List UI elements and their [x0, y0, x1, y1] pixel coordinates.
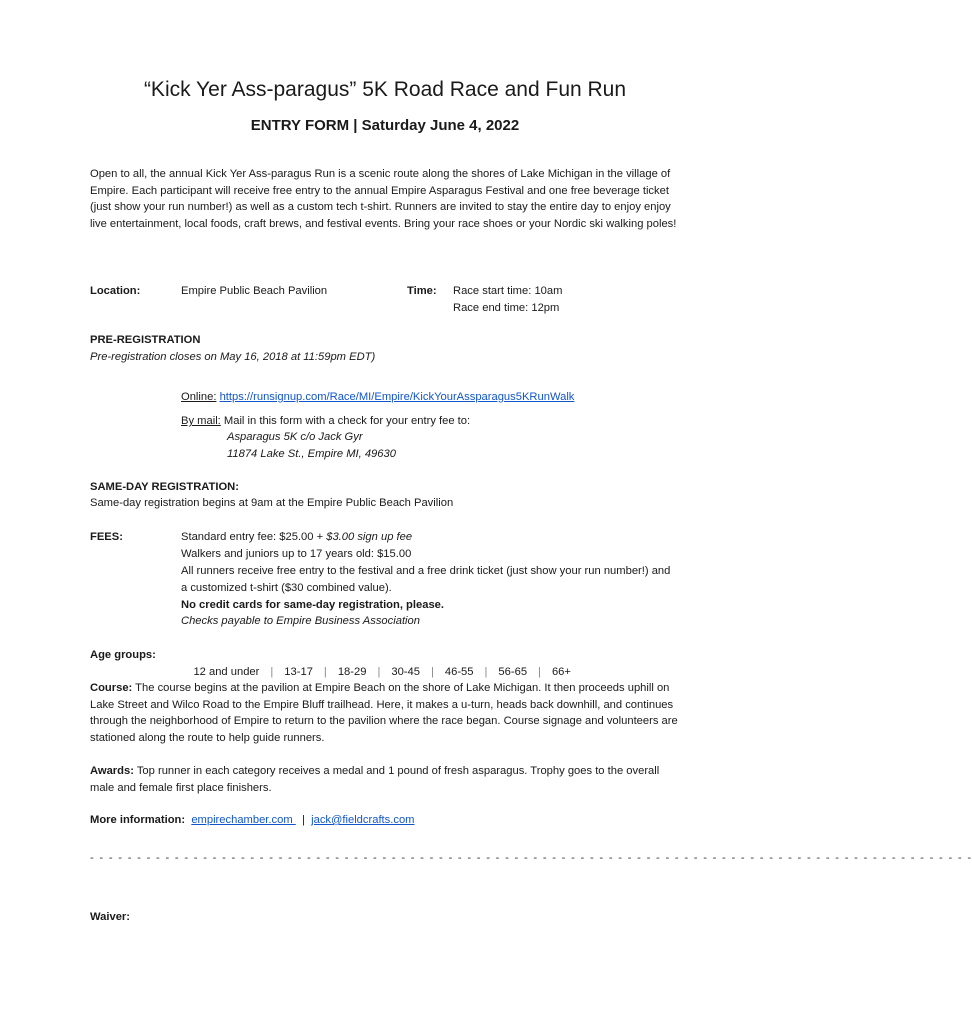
online-registration-line: [181, 389, 574, 406]
age-group-separator: |: [377, 665, 381, 678]
age-groups-label: Age groups:: [90, 649, 156, 661]
mail-address-line2: 11874 Lake St., Empire MI, 49630: [227, 448, 396, 460]
sameday-heading: SAME-DAY REGISTRATION:: [90, 481, 239, 493]
course-paragraph: [90, 680, 682, 746]
course-label: Course:: [90, 682, 133, 694]
age-group: 56-65: [498, 665, 528, 678]
location-label: Location:: [90, 285, 141, 297]
time-label: Time:: [407, 285, 437, 297]
awards-paragraph: [90, 763, 682, 796]
waiver-label: Waiver:: [90, 911, 130, 923]
awards-text: Top runner in each category receives a medal and 1 pound of fresh asparagus. Trophy goes to the overall male and female first place finishers.: [90, 765, 660, 794]
online-label: Online:: [181, 391, 217, 403]
no-credit-cards-note: No credit cards for same-day registration, please.: [181, 599, 444, 611]
prereg-heading: PRE-REGISTRATION: [90, 334, 201, 346]
cut-line-divider: - - - - - - - - - - - - - - - - - - - - - - - - - - - - - - - - - - - - - - - - - - - - - - - - - - - - - - - - - - - - - - - - - - - - - - - - - - - - - - - - - - - - - - - - - - - - - -: [90, 852, 972, 864]
race-end-time: Race end time: 12pm: [453, 302, 560, 314]
more-information-label: More information:: [90, 814, 186, 826]
age-group: 12 and under: [193, 665, 260, 678]
online-registration-link[interactable]: https://runsignup.com/Race/MI/Empire/KickYourAssparagus5KRunWalk: [219, 391, 575, 403]
standard-fee-line: [181, 529, 412, 546]
fees-label: FEES:: [90, 531, 123, 543]
email-link[interactable]: jack@fieldcrafts.com: [311, 814, 415, 826]
course-text: The course begins at the pavilion at Empire Beach on the shore of Lake Michigan. It then proceeds uphill on Lake Street and Wilco Road to the Empire Bluff trailhead. Here, it makes a u-turn, heads back downhill, and continues through the neighborhood of Empire to return to the pavilion where the race began. Course signage and volunteers are stationed along the route to help guide runners.: [90, 682, 678, 744]
age-group: 66+: [551, 665, 571, 678]
document-subtitle: ENTRY FORM | Saturday June 4, 2022: [250, 117, 520, 134]
standard-fee: Standard entry fee: $25.00 +: [181, 531, 327, 543]
age-group: 18-29: [337, 665, 367, 678]
mail-text: Mail in this form with a check for your entry fee to:: [223, 415, 471, 427]
awards-label: Awards:: [90, 765, 134, 777]
age-group: 30-45: [391, 665, 420, 678]
race-start-time: Race start time: 10am: [453, 285, 563, 297]
intro-paragraph: Open to all, the annual Kick Yer Ass-paragus Run is a scenic route along the shores of Lake Michigan in the village of Empire. Each participant will receive free entry to the annual Empire Asparagus Festival and one free beverage ticket (just show your run number!) as well as a custom tech t-shirt. Runners are invited to stay the entire day to enjoy enjoy live entertainment, local foods, craft brews, and festival events. Bring your race shoes or your Nordic ski walking poles!: [90, 168, 677, 230]
sameday-text: Same-day registration begins at 9am at the Empire Public Beach Pavilion: [90, 497, 454, 509]
more-info-separator: |: [302, 814, 305, 826]
walkers-fee: Walkers and juniors up to 17 years old: $15.00: [181, 548, 412, 560]
prereg-note: Pre-registration closes on May 16, 2018 at 11:59pm EDT): [90, 351, 376, 363]
signup-fee: $3.00 sign up fee: [326, 531, 413, 543]
runners-benefit-line1: All runners receive free entry to the festival and a free drink ticket (just show your run number!) and: [181, 565, 671, 577]
age-group: 13-17: [284, 665, 313, 678]
document-title: “Kick Yer Ass-paragus” 5K Road Race and Fun Run: [143, 78, 627, 101]
age-group-separator: |: [270, 665, 274, 678]
age-group-separator: |: [430, 665, 434, 678]
mail-label: By mail:: [181, 415, 221, 427]
location-value: Empire Public Beach Pavilion: [181, 285, 328, 297]
mail-address-line1: Asparagus 5K c/o Jack Gyr: [227, 431, 363, 443]
more-information-line: [90, 812, 415, 829]
age-group: 46-55: [444, 665, 474, 678]
age-group-separator: |: [538, 665, 541, 678]
age-group-separator: |: [484, 665, 488, 678]
mail-registration-line: [181, 413, 470, 430]
checks-payable-note: Checks payable to Empire Business Association: [181, 615, 420, 627]
empirechamber-link[interactable]: empirechamber.com: [191, 814, 296, 826]
age-group-separator: |: [323, 665, 327, 678]
runners-benefit-line2: a customized t-shirt ($30 combined value).: [181, 582, 392, 594]
